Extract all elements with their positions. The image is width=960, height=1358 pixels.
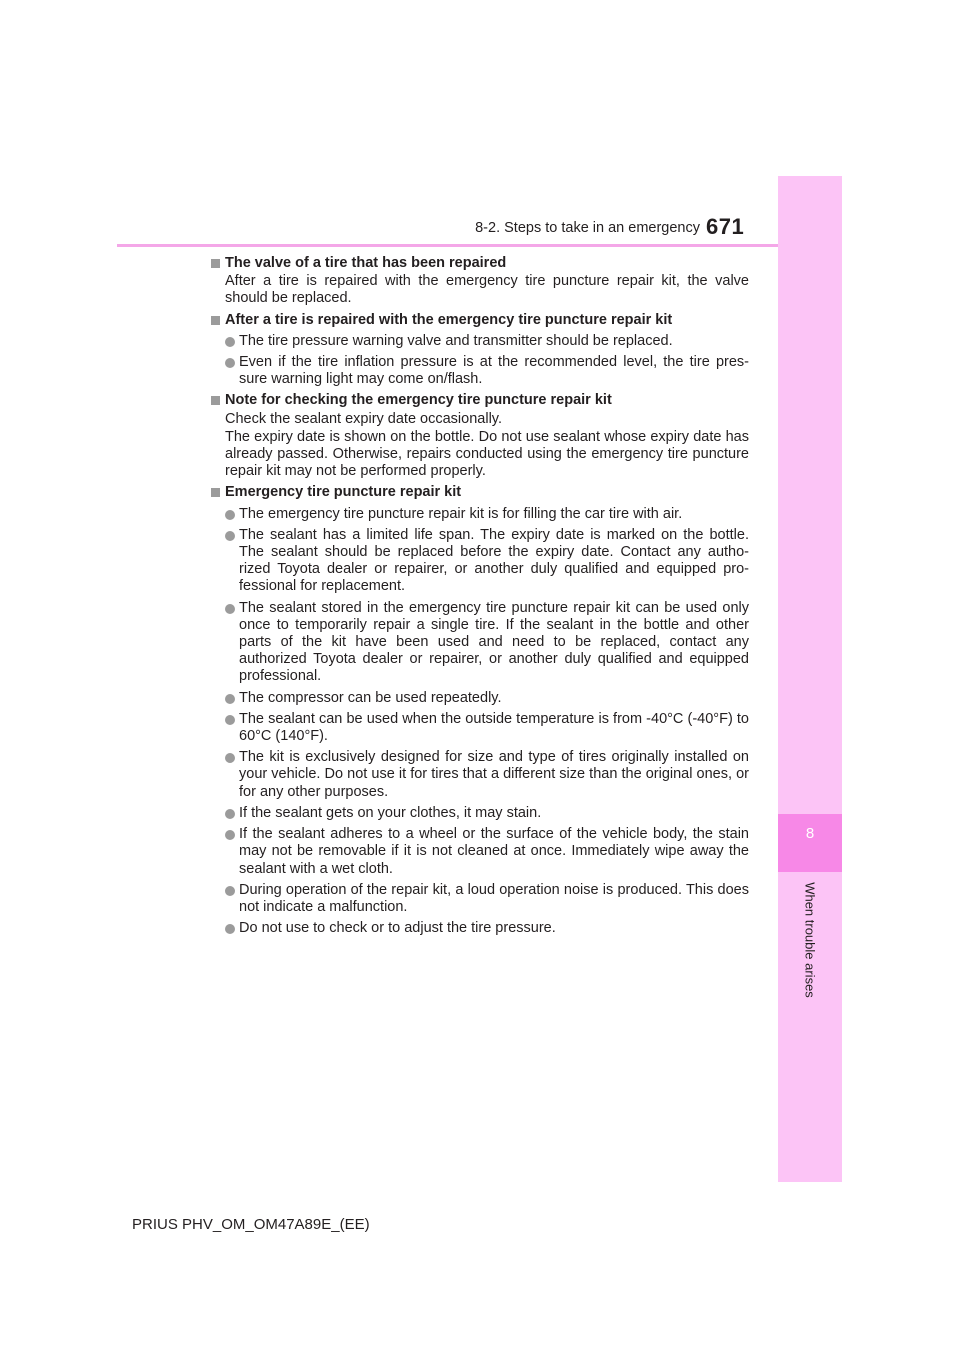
- list-item-text: The kit is exclusively designed for size and type of tires originally installed on your vehicle. Do not use it for tires that a different size than the original ones, or for any other purposes.: [239, 749, 749, 800]
- paragraph: Check the sealant expiry date occasionally.: [225, 410, 502, 427]
- list-item: [211, 506, 749, 523]
- list-item: [211, 333, 749, 350]
- section-after-repair: [211, 312, 749, 389]
- page-number: 671: [706, 214, 745, 239]
- circle-bullet-icon: [225, 604, 235, 614]
- circle-bullet-icon: [225, 886, 235, 896]
- chapter-side-tab: [778, 176, 842, 1182]
- list-item: [211, 690, 749, 707]
- running-header-section-title: 8-2. Steps to take in an emergency: [475, 220, 700, 236]
- paragraph: After a tire is repaired with the emergency tire puncture repair kit, the valve should be replaced.: [225, 273, 749, 307]
- circle-bullet-icon: [225, 694, 235, 704]
- list-item: [211, 826, 749, 878]
- circle-bullet-icon: [225, 715, 235, 725]
- list-item-text: The tire pressure warning valve and transmitter should be replaced.: [239, 332, 673, 349]
- square-bullet-icon: [211, 396, 220, 405]
- section-heading: [211, 255, 749, 272]
- square-bullet-icon: [211, 488, 220, 497]
- list-item: [211, 711, 749, 745]
- list-item: [211, 749, 749, 801]
- list-item: [211, 600, 749, 686]
- list-item-text: The sealant stored in the emergency tire puncture repair kit can be used only once to temporarily repair a single tire. If the sealant in the bottle and other parts of the kit have been used and need to be replaced, contact any authorized Toyota dealer or repairer, or another duly qualified and equipped professional.: [239, 599, 749, 685]
- header-divider: [117, 244, 780, 247]
- section-heading-text: Emergency tire puncture repair kit: [225, 484, 462, 501]
- chapter-number-block: [778, 814, 842, 872]
- circle-bullet-icon: [225, 924, 235, 934]
- list-item-text: The sealant has a limited life span. The expiry date is marked on the bottle. The sealant should be replaced before the expiry date. Contact any autho- rized Toyota dealer or repairer, or another duly qualified and equipped pro- fessional for replacement.: [239, 526, 749, 595]
- circle-bullet-icon: [225, 809, 235, 819]
- section-checking-kit: [211, 392, 749, 480]
- paragraph: The expiry date is shown on the bottle. Do not use sealant whose expiry date has already passed. Otherwise, repairs conducted using the emergency tire puncture repair kit may not be performed properly.: [225, 428, 749, 480]
- section-heading: [211, 484, 749, 501]
- section-heading: [211, 392, 749, 409]
- circle-bullet-icon: [225, 337, 235, 347]
- list-item-text: If the sealant adheres to a wheel or the surface of the vehicle body, the stain may not be removable if it is not cleaned at once. Immediately wipe away the sealant with a wet cloth.: [239, 826, 749, 877]
- list-item-text: The sealant can be used when the outside temperature is from -40°C (-40°F) to 60°C (140°F).: [239, 710, 749, 745]
- chapter-number: 8: [805, 825, 815, 842]
- circle-bullet-icon: [225, 510, 235, 520]
- square-bullet-icon: [211, 316, 220, 325]
- document-code-footer: PRIUS PHV_OM_OM47A89E_(EE): [132, 1216, 370, 1233]
- section-heading: [211, 312, 749, 329]
- list-item: [211, 354, 749, 388]
- circle-bullet-icon: [225, 753, 235, 763]
- section-heading-text: After a tire is repaired with the emergency tire puncture repair kit: [225, 311, 673, 328]
- page-content: [211, 255, 749, 941]
- chapter-title: When trouble arises: [802, 882, 818, 998]
- square-bullet-icon: [211, 259, 220, 268]
- circle-bullet-icon: [225, 358, 235, 368]
- list-item: [211, 920, 749, 937]
- list-item-text: The compressor can be used repeatedly.: [239, 689, 502, 706]
- list-item: [211, 882, 749, 916]
- section-repair-kit: [211, 484, 749, 937]
- list-item-text: Do not use to check or to adjust the tire pressure.: [239, 920, 556, 937]
- circle-bullet-icon: [225, 830, 235, 840]
- list-item-text: During operation of the repair kit, a loud operation noise is produced. This does not indicate a malfunction.: [239, 881, 749, 915]
- list-item-text: The emergency tire puncture repair kit is for filling the car tire with air.: [239, 505, 683, 522]
- list-item-text: Even if the tire inflation pressure is at the recommended level, the tire pres- sure warning light may come on/flash.: [239, 354, 749, 388]
- circle-bullet-icon: [225, 531, 235, 541]
- section-heading-text: The valve of a tire that has been repaired: [225, 255, 507, 271]
- section-valve-replacement: [211, 255, 749, 308]
- list-item: [211, 805, 749, 822]
- list-item: [211, 527, 749, 596]
- list-item-text: If the sealant gets on your clothes, it may stain.: [239, 804, 542, 821]
- section-heading-text: Note for checking the emergency tire puncture repair kit: [225, 392, 612, 409]
